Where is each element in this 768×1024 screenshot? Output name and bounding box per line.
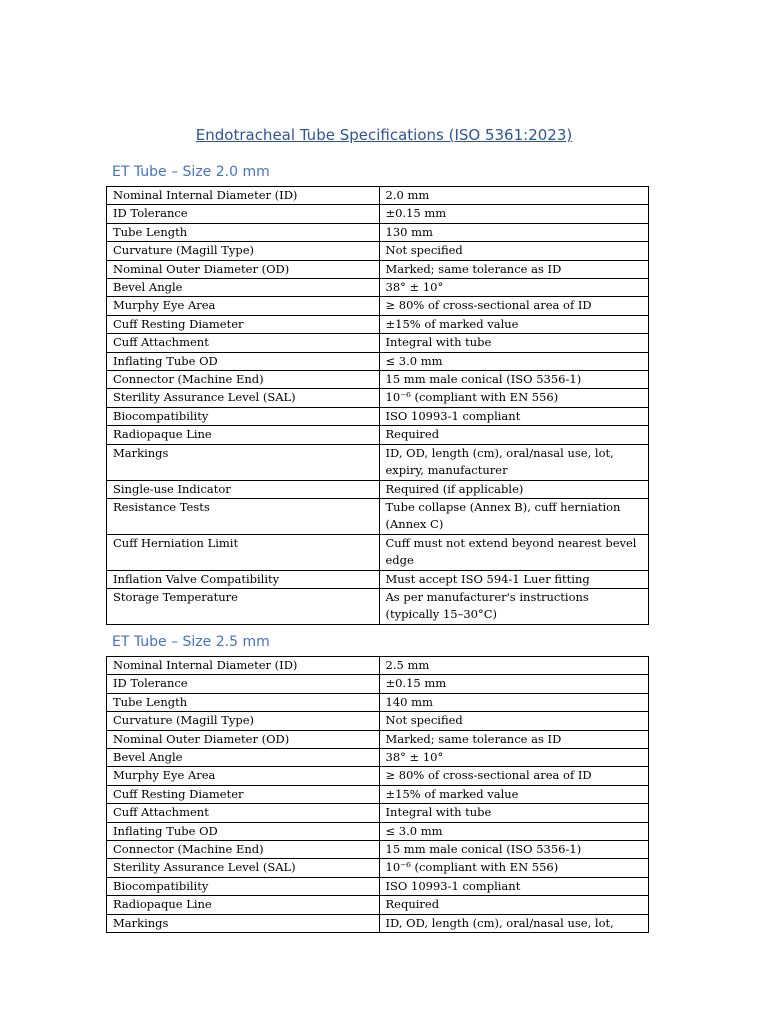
spec-value: 10⁻⁶ (compliant with EN 556) [379,389,649,407]
table-row [107,877,649,895]
spec-label: Murphy Eye Area [107,297,380,315]
spec-value: Required [379,896,649,914]
spec-value: Not specified [379,712,649,730]
table-row [107,914,649,932]
table-row [107,352,649,370]
table-row [107,693,649,711]
spec-value: ≥ 80% of cross-sectional area of ID [379,767,649,785]
spec-value: Must accept ISO 594-1 Luer fitting [379,570,649,588]
spec-label: Connector (Machine End) [107,841,380,859]
spec-label: Bevel Angle [107,749,380,767]
spec-label: ID Tolerance [107,675,380,693]
spec-value: 2.5 mm [379,657,649,675]
table-row [107,588,649,624]
spec-label: Cuff Resting Diameter [107,315,380,333]
table-row [107,730,649,748]
table-row [107,570,649,588]
spec-label: Curvature (Magill Type) [107,242,380,260]
table-row [107,712,649,730]
spec-table-size-2-5 [106,656,649,933]
table-row [107,297,649,315]
spec-label: Nominal Internal Diameter (ID) [107,657,380,675]
table-row [107,675,649,693]
table-row [107,334,649,352]
spec-value: Required [379,426,649,444]
spec-value: Cuff must not extend beyond nearest bevel edge [379,534,649,570]
spec-label: Radiopaque Line [107,426,380,444]
spec-value: ISO 10993-1 compliant [379,877,649,895]
spec-label: Nominal Outer Diameter (OD) [107,260,380,278]
spec-label: Tube Length [107,693,380,711]
spec-value: Marked; same tolerance as ID [379,730,649,748]
table-row [107,407,649,425]
spec-value: 130 mm [379,223,649,241]
spec-value: 140 mm [379,693,649,711]
spec-value: ±15% of marked value [379,785,649,803]
spec-label: Sterility Assurance Level (SAL) [107,389,380,407]
spec-value: Integral with tube [379,334,649,352]
spec-value: 15 mm male conical (ISO 5356-1) [379,371,649,389]
spec-label: Sterility Assurance Level (SAL) [107,859,380,877]
spec-value: ID, OD, length (cm), oral/nasal use, lot, expiry, manufacturer [379,444,649,480]
spec-label: Connector (Machine End) [107,371,380,389]
spec-label: Markings [107,914,380,932]
table-row [107,822,649,840]
spec-value: Not specified [379,242,649,260]
table-row [107,785,649,803]
spec-label: Bevel Angle [107,279,380,297]
spec-label: Radiopaque Line [107,896,380,914]
table-row [107,841,649,859]
spec-value: ≤ 3.0 mm [379,352,649,370]
spec-label: Nominal Internal Diameter (ID) [107,187,380,205]
table-row [107,749,649,767]
table-row [107,534,649,570]
table-row [107,371,649,389]
table-row [107,242,649,260]
spec-label: Cuff Attachment [107,334,380,352]
spec-label: Cuff Herniation Limit [107,534,380,570]
spec-value: Marked; same tolerance as ID [379,260,649,278]
table-row [107,315,649,333]
spec-label: ID Tolerance [107,205,380,223]
spec-label: Storage Temperature [107,588,380,624]
spec-label: Murphy Eye Area [107,767,380,785]
table-row [107,389,649,407]
table-row [107,187,649,205]
spec-label: Biocompatibility [107,877,380,895]
spec-label: Biocompatibility [107,407,380,425]
spec-label: Nominal Outer Diameter (OD) [107,730,380,748]
table-row [107,223,649,241]
spec-label: Markings [107,444,380,480]
table-row [107,657,649,675]
table-row [107,767,649,785]
spec-value: ±15% of marked value [379,315,649,333]
spec-value: ISO 10993-1 compliant [379,407,649,425]
table-row [107,426,649,444]
table-row [107,279,649,297]
spec-label: Inflating Tube OD [107,352,380,370]
spec-value: Required (if applicable) [379,480,649,498]
table-row [107,444,649,480]
table-row [107,896,649,914]
spec-value: ID, OD, length (cm), oral/nasal use, lot, [379,914,649,932]
table-row [107,859,649,877]
spec-value: Tube collapse (Annex B), cuff herniation (Annex C) [379,498,649,534]
table-row [107,260,649,278]
spec-value: 2.0 mm [379,187,649,205]
section-heading-size-2-5: ET Tube – Size 2.5 mm [112,634,270,650]
section-heading-size-2-0: ET Tube – Size 2.0 mm [112,164,270,180]
spec-table-size-2-0 [106,186,649,625]
spec-label: Resistance Tests [107,498,380,534]
spec-value: 38° ± 10° [379,279,649,297]
spec-label: Cuff Resting Diameter [107,785,380,803]
table-row [107,804,649,822]
spec-label: Curvature (Magill Type) [107,712,380,730]
spec-label: Tube Length [107,223,380,241]
spec-value: ±0.15 mm [379,205,649,223]
spec-value: Integral with tube [379,804,649,822]
spec-value: 10⁻⁶ (compliant with EN 556) [379,859,649,877]
spec-value: ±0.15 mm [379,675,649,693]
page-title: Endotracheal Tube Specifications (ISO 5361:2023) [195,126,573,144]
table-row [107,480,649,498]
spec-label: Inflating Tube OD [107,822,380,840]
spec-value: As per manufacturer's instructions (typically 15–30°C) [379,588,649,624]
table-row [107,205,649,223]
spec-value: 15 mm male conical (ISO 5356-1) [379,841,649,859]
spec-value: ≥ 80% of cross-sectional area of ID [379,297,649,315]
spec-label: Inflation Valve Compatibility [107,570,380,588]
spec-value: ≤ 3.0 mm [379,822,649,840]
spec-label: Single-use Indicator [107,480,380,498]
spec-value: 38° ± 10° [379,749,649,767]
table-row [107,498,649,534]
spec-label: Cuff Attachment [107,804,380,822]
